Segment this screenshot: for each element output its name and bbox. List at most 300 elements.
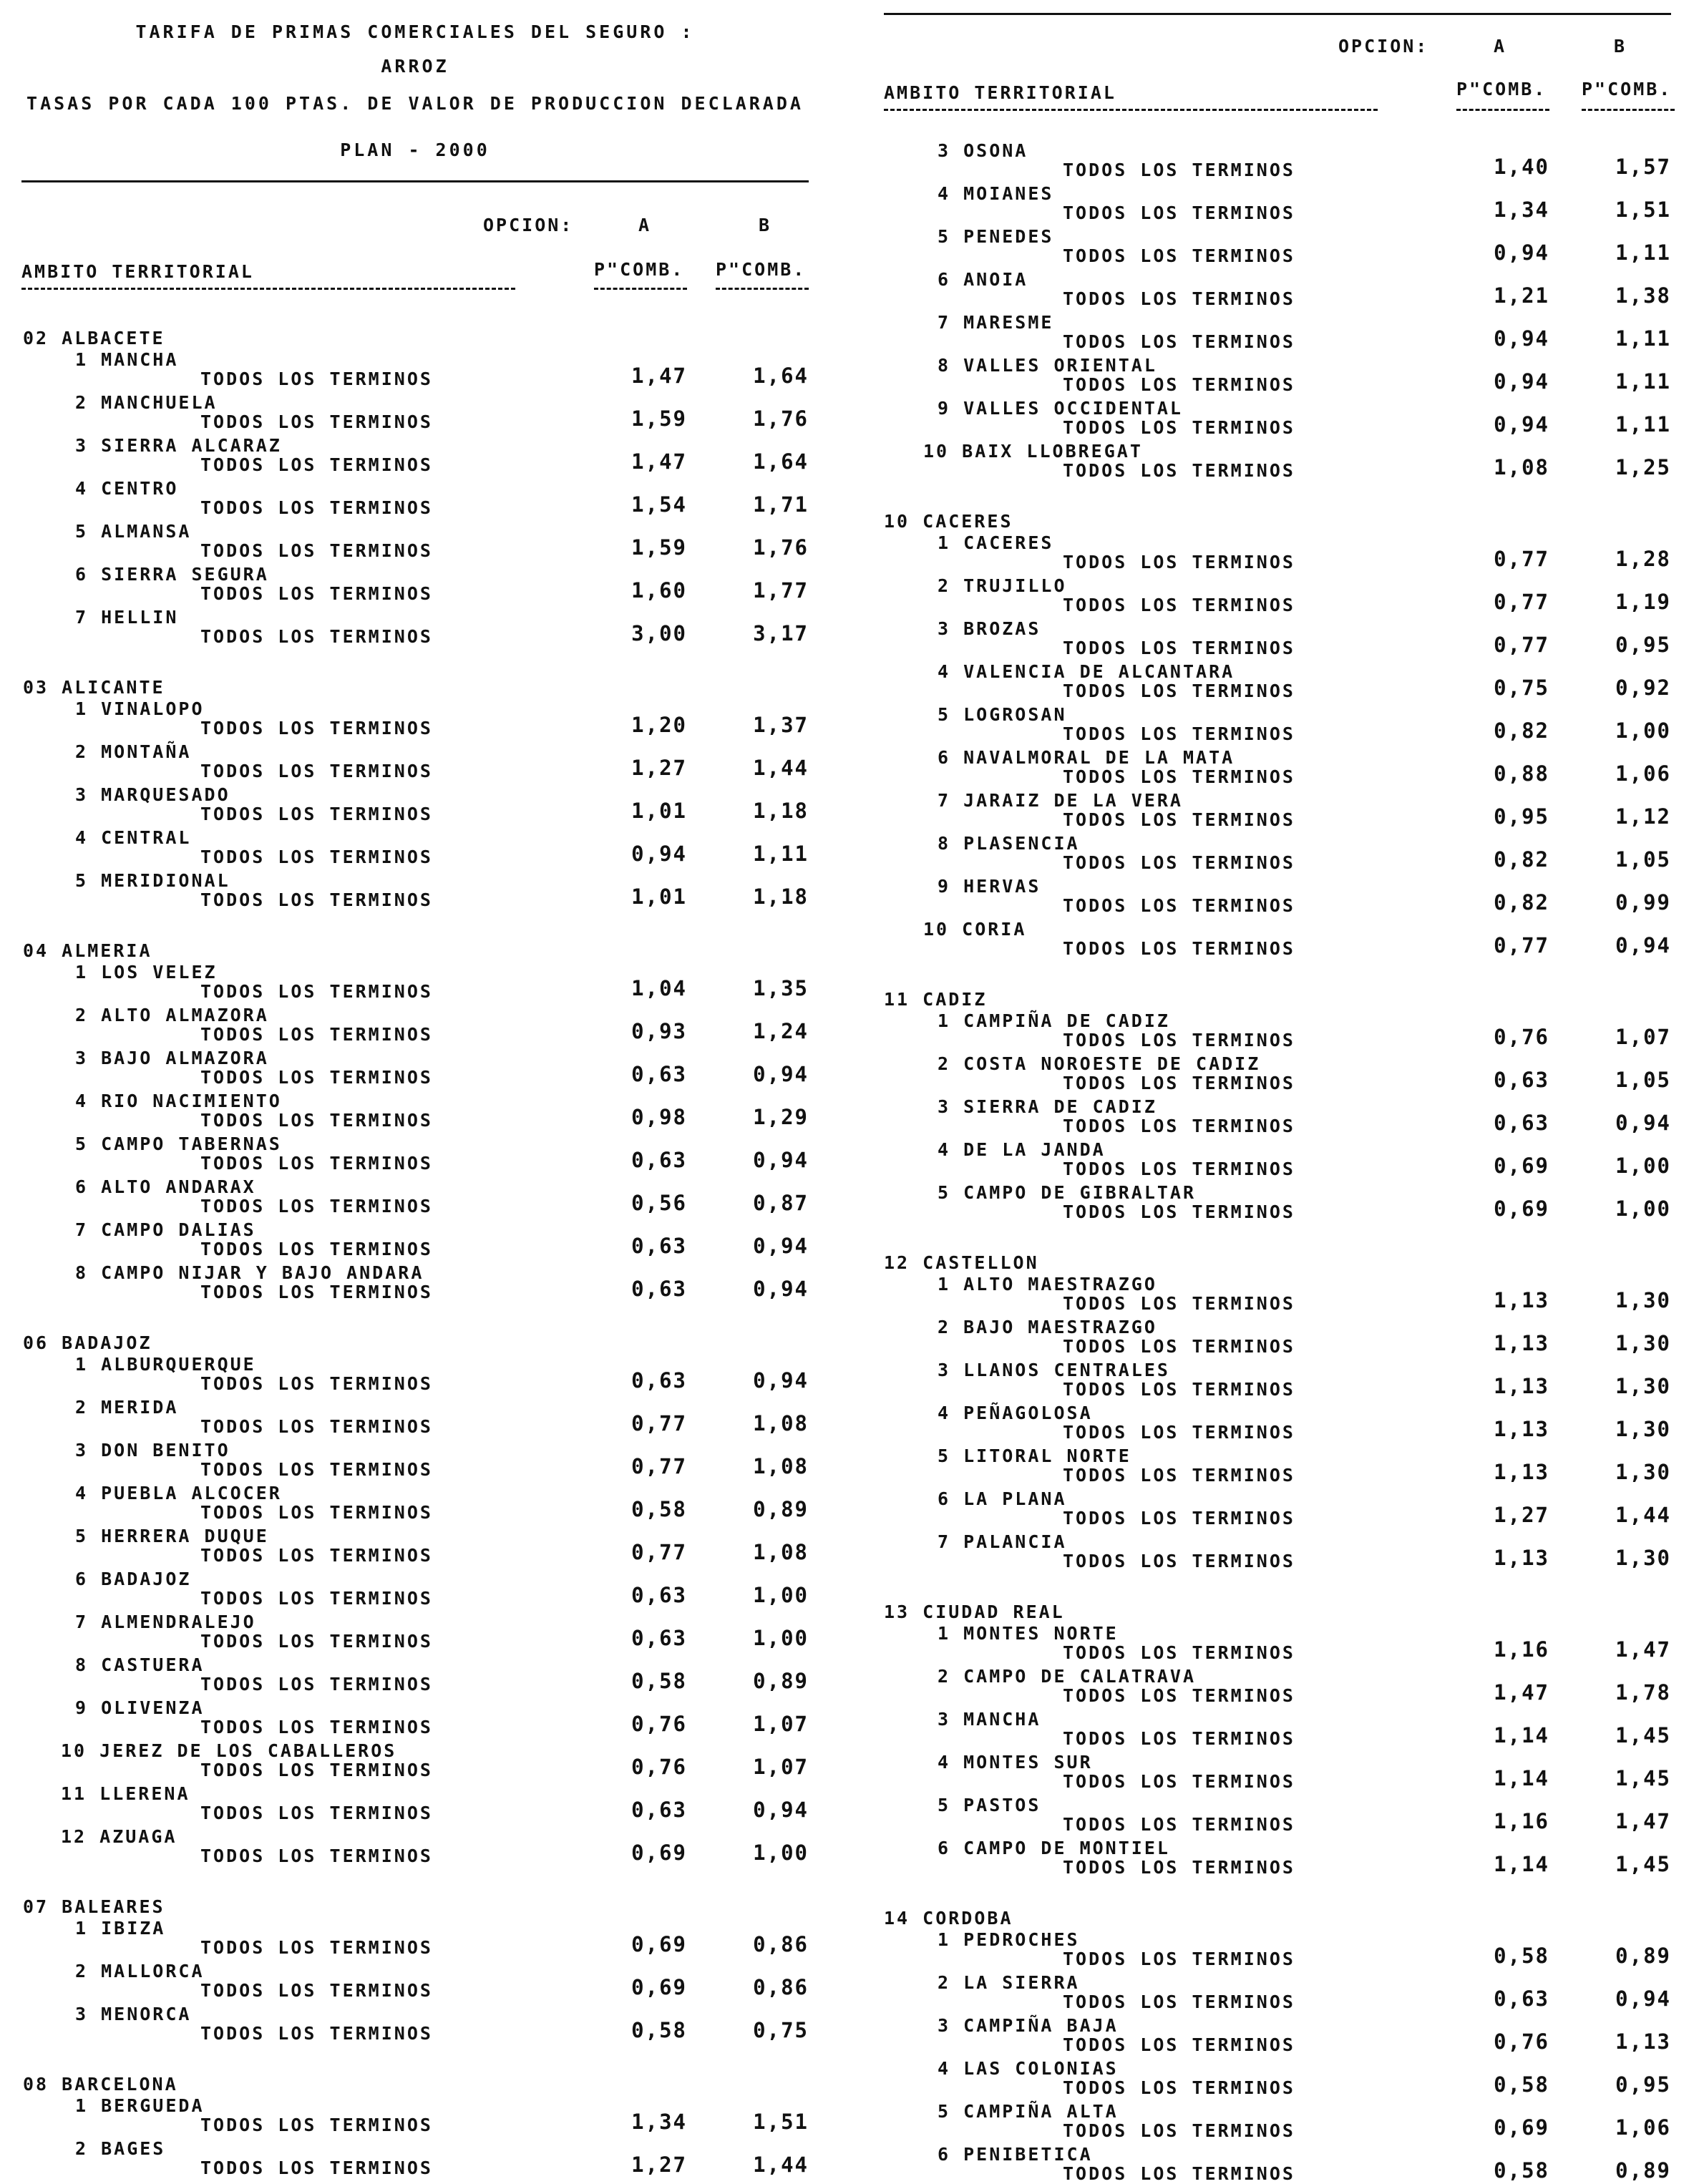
- rate-a: 0,63: [631, 1277, 687, 1301]
- zone-name: 4 PEÑAGOLOSA: [938, 1403, 1093, 1423]
- rate-a: 1,27: [1494, 1503, 1549, 1527]
- rate-a: 0,69: [631, 1932, 687, 1956]
- rate-a: 0,58: [631, 1497, 687, 1521]
- rate-a: 1,60: [631, 578, 687, 603]
- rate-a: 1,27: [631, 2153, 687, 2177]
- term-label: TODOS LOS TERMINOS: [1063, 852, 1295, 873]
- zone-name: 4 MOIANES: [938, 183, 1054, 204]
- zone-name: 3 DON BENITO: [75, 1440, 230, 1461]
- rate-a: 1,08: [1494, 455, 1549, 479]
- rate-a: 1,04: [631, 976, 687, 1000]
- term-label: TODOS LOS TERMINOS: [1063, 460, 1295, 481]
- zone-name: 9 HERVAS: [938, 876, 1041, 897]
- rate-a: 0,94: [1494, 369, 1549, 394]
- rate-a: 0,63: [1494, 1986, 1549, 2011]
- rate-a: 1,13: [1494, 1374, 1549, 1398]
- option-a-label: A: [638, 215, 652, 235]
- rate-a: 0,98: [631, 1105, 687, 1129]
- zone-name: 3 MARQUESADO: [75, 784, 230, 805]
- rate-b: 1,07: [753, 1755, 809, 1779]
- rate-b: 0,94: [753, 1234, 809, 1258]
- rate-b: 1,11: [1615, 326, 1671, 351]
- term-label: TODOS LOS TERMINOS: [1063, 1293, 1295, 1314]
- rate-a: 0,63: [631, 1798, 687, 1822]
- zone-name: 5 PASTOS: [938, 1795, 1041, 1815]
- zone-name: 1 ALTO MAESTRAZGO: [938, 1274, 1157, 1295]
- zone-name: 7 MARESME: [938, 312, 1054, 333]
- rate-a: 0,94: [1494, 326, 1549, 351]
- rate-b: 0,94: [1615, 1986, 1671, 2011]
- rate-a: 1,13: [1494, 1460, 1549, 1484]
- term-label: TODOS LOS TERMINOS: [200, 847, 433, 867]
- rate-b: 1,24: [753, 1019, 809, 1043]
- rate-a: 0,69: [631, 1841, 687, 1865]
- zone-name: 1 LOS VELEZ: [75, 962, 218, 983]
- province-header: 03 ALICANTE: [23, 677, 165, 698]
- term-label: TODOS LOS TERMINOS: [1063, 723, 1295, 744]
- term-label: TODOS LOS TERMINOS: [1063, 552, 1295, 572]
- zone-name: 8 CASTUERA: [75, 1654, 205, 1675]
- term-label: TODOS LOS TERMINOS: [200, 1024, 433, 1045]
- rate-b: 1,30: [1615, 1546, 1671, 1570]
- rate-a: 0,77: [1494, 590, 1549, 614]
- zone-name: 5 LITORAL NORTE: [938, 1446, 1131, 1466]
- term-label: TODOS LOS TERMINOS: [1063, 1422, 1295, 1443]
- opcion-label: OPCION:: [483, 215, 574, 235]
- rate-a: 0,77: [1494, 633, 1549, 657]
- rate-a: 1,01: [631, 884, 687, 909]
- province-header: 02 ALBACETE: [23, 328, 165, 348]
- zone-name: 1 CAMPIÑA DE CADIZ: [938, 1010, 1170, 1031]
- rate-b: 1,00: [1615, 718, 1671, 743]
- rate-b: 1,13: [1615, 2029, 1671, 2054]
- rate-b: 1,11: [1615, 412, 1671, 437]
- rate-b: 1,30: [1615, 1374, 1671, 1398]
- rate-b: 1,11: [1615, 240, 1671, 265]
- rate-b: 0,95: [1615, 2072, 1671, 2097]
- rate-a: 0,76: [1494, 1025, 1549, 1049]
- zone-name: 10 JEREZ DE LOS CABALLEROS: [61, 1740, 397, 1761]
- rate-b: 1,51: [1615, 198, 1671, 222]
- zone-name: 1 VINALOPO: [75, 698, 205, 719]
- rate-a: 0,77: [1494, 933, 1549, 957]
- rate-b: 0,94: [1615, 933, 1671, 957]
- term-label: TODOS LOS TERMINOS: [1063, 1116, 1295, 1136]
- rate-a: 0,63: [631, 1368, 687, 1393]
- term-label: TODOS LOS TERMINOS: [200, 1196, 433, 1217]
- term-label: TODOS LOS TERMINOS: [200, 1067, 433, 1088]
- term-label: TODOS LOS TERMINOS: [200, 1545, 433, 1566]
- ambito-label-right: AMBITO TERRITORIAL: [884, 82, 1116, 103]
- rate-b: 1,78: [1615, 1680, 1671, 1705]
- col-b-label-right: P"COMB.: [1582, 79, 1673, 99]
- term-label: TODOS LOS TERMINOS: [200, 626, 433, 647]
- zone-name: 8 CAMPO NIJAR Y BAJO ANDARA: [75, 1262, 424, 1283]
- term-label: TODOS LOS TERMINOS: [200, 1588, 433, 1609]
- rate-b: 1,51: [753, 2110, 809, 2134]
- term-label: TODOS LOS TERMINOS: [1063, 2034, 1295, 2055]
- zone-name: 2 BAJO MAESTRAZGO: [938, 1317, 1157, 1337]
- col-a-underline-right: [1456, 109, 1549, 111]
- zone-name: 5 CAMPO TABERNAS: [75, 1134, 282, 1154]
- rate-a: 0,63: [631, 1148, 687, 1172]
- term-label: TODOS LOS TERMINOS: [1063, 374, 1295, 395]
- term-label: TODOS LOS TERMINOS: [1063, 1551, 1295, 1571]
- term-label: TODOS LOS TERMINOS: [1063, 1949, 1295, 1969]
- rate-a: 0,77: [631, 1411, 687, 1435]
- rate-b: 1,30: [1615, 1288, 1671, 1312]
- rate-a: 1,16: [1494, 1637, 1549, 1662]
- rate-a: 0,94: [1494, 412, 1549, 437]
- term-label: TODOS LOS TERMINOS: [200, 1631, 433, 1652]
- rate-b: 3,17: [753, 621, 809, 645]
- zone-name: 1 CACERES: [938, 532, 1054, 553]
- rate-a: 0,88: [1494, 761, 1549, 786]
- rate-b: 1,05: [1615, 847, 1671, 872]
- rate-b: 0,75: [753, 2018, 809, 2042]
- term-label: TODOS LOS TERMINOS: [1063, 766, 1295, 787]
- zone-name: 6 PENIBETICA: [938, 2144, 1093, 2165]
- rate-a: 0,94: [1494, 240, 1549, 265]
- rate-a: 1,47: [631, 449, 687, 474]
- zone-name: 9 OLIVENZA: [75, 1697, 205, 1718]
- zone-name: 1 ALBURQUERQUE: [75, 1354, 256, 1375]
- rate-b: 1,35: [753, 976, 809, 1000]
- zone-name: 10 BAIX LLOBREGAT: [923, 441, 1143, 462]
- zone-name: 4 VALENCIA DE ALCANTARA: [938, 661, 1235, 682]
- term-label: TODOS LOS TERMINOS: [1063, 1814, 1295, 1835]
- rate-b: 0,94: [753, 1368, 809, 1393]
- rate-b: 1,44: [753, 756, 809, 780]
- rate-a: 1,13: [1494, 1288, 1549, 1312]
- term-label: TODOS LOS TERMINOS: [1063, 1159, 1295, 1179]
- rate-a: 0,69: [1494, 2115, 1549, 2140]
- rate-b: 1,45: [1615, 1723, 1671, 1747]
- term-label: TODOS LOS TERMINOS: [200, 1282, 433, 1302]
- term-label: TODOS LOS TERMINOS: [200, 497, 433, 518]
- rate-b: 1,64: [753, 364, 809, 388]
- right-column: [884, 0, 1678, 2184]
- rate-b: 1,76: [753, 406, 809, 431]
- zone-name: 5 PENEDES: [938, 226, 1054, 247]
- province-header: 14 CORDOBA: [884, 1908, 1013, 1929]
- term-label: TODOS LOS TERMINOS: [1063, 1642, 1295, 1663]
- rate-a: 0,63: [631, 1234, 687, 1258]
- term-label: TODOS LOS TERMINOS: [1063, 331, 1295, 352]
- rate-a: 0,77: [1494, 547, 1549, 571]
- province-header: 04 ALMERIA: [23, 940, 152, 961]
- zone-name: 3 MANCHA: [938, 1709, 1041, 1730]
- zone-name: 2 CAMPO DE CALATRAVA: [938, 1666, 1197, 1687]
- term-label: TODOS LOS TERMINOS: [200, 1373, 433, 1394]
- zone-name: 4 PUEBLA ALCOCER: [75, 1483, 282, 1503]
- option-b-label: B: [759, 215, 772, 235]
- zone-name: 1 BERGUEDA: [75, 2095, 205, 2116]
- rate-b: 1,08: [753, 1454, 809, 1478]
- zone-name: 5 CAMPIÑA ALTA: [938, 2101, 1119, 2122]
- rate-a: 1,54: [631, 492, 687, 517]
- term-label: TODOS LOS TERMINOS: [200, 454, 433, 475]
- rate-b: 1,08: [753, 1411, 809, 1435]
- rate-a: 3,00: [631, 621, 687, 645]
- rate-a: 0,76: [631, 1755, 687, 1779]
- term-label: TODOS LOS TERMINOS: [200, 1502, 433, 1523]
- term-label: TODOS LOS TERMINOS: [1063, 809, 1295, 830]
- col-b-underline-right: [1582, 109, 1675, 111]
- zone-name: 6 ALTO ANDARAX: [75, 1176, 256, 1197]
- rate-b: 0,94: [1615, 1111, 1671, 1135]
- rate-a: 1,27: [631, 756, 687, 780]
- zone-name: 4 MONTES SUR: [938, 1752, 1093, 1773]
- rate-b: 0,95: [1615, 633, 1671, 657]
- term-label: TODOS LOS TERMINOS: [1063, 1379, 1295, 1400]
- zone-name: 3 SIERRA ALCARAZ: [75, 435, 282, 456]
- term-label: TODOS LOS TERMINOS: [1063, 1465, 1295, 1486]
- term-label: TODOS LOS TERMINOS: [1063, 2163, 1295, 2184]
- term-label: TODOS LOS TERMINOS: [1063, 681, 1295, 701]
- zone-name: 3 SIERRA DE CADIZ: [938, 1096, 1157, 1117]
- rate-a: 1,59: [631, 535, 687, 560]
- rate-b: 1,11: [753, 842, 809, 866]
- rate-a: 0,93: [631, 1019, 687, 1043]
- option-a-label-right: A: [1494, 36, 1507, 57]
- rate-a: 0,76: [1494, 2029, 1549, 2054]
- zone-name: 4 CENTRAL: [75, 827, 192, 848]
- zone-name: 11 LLERENA: [61, 1783, 190, 1804]
- zone-name: 2 MERIDA: [75, 1397, 179, 1418]
- rate-a: 0,76: [631, 1712, 687, 1736]
- rate-a: 1,14: [1494, 1852, 1549, 1876]
- rate-b: 1,07: [1615, 1025, 1671, 1049]
- term-label: TODOS LOS TERMINOS: [1063, 938, 1295, 959]
- term-label: TODOS LOS TERMINOS: [1063, 1030, 1295, 1050]
- term-label: TODOS LOS TERMINOS: [200, 1803, 433, 1823]
- rate-a: 0,69: [631, 1975, 687, 1999]
- rate-b: 0,99: [1615, 890, 1671, 915]
- option-b-label-right: B: [1614, 36, 1627, 57]
- rate-b: 0,86: [753, 1975, 809, 1999]
- term-label: TODOS LOS TERMINOS: [1063, 245, 1295, 266]
- zone-name: 2 TRUJILLO: [938, 575, 1067, 596]
- rate-b: 1,45: [1615, 1766, 1671, 1790]
- province-header: 11 CADIZ: [884, 989, 988, 1010]
- term-label: TODOS LOS TERMINOS: [200, 1717, 433, 1737]
- term-label: TODOS LOS TERMINOS: [200, 2115, 433, 2135]
- rate-b: 1,05: [1615, 1068, 1671, 1092]
- zone-name: 2 MONTAÑA: [75, 741, 192, 762]
- rate-a: 0,82: [1494, 890, 1549, 915]
- rate-b: 0,89: [1615, 1944, 1671, 1968]
- zone-name: 1 MANCHA: [75, 349, 179, 370]
- title-line-3: TASAS POR CADA 100 PTAS. DE VALOR DE PRODUCCION DECLARADA: [26, 93, 804, 114]
- rate-b: 1,29: [753, 1105, 809, 1129]
- rate-a: 0,63: [631, 1583, 687, 1607]
- term-label: TODOS LOS TERMINOS: [1063, 595, 1295, 615]
- rate-b: 0,86: [753, 1932, 809, 1956]
- term-label: TODOS LOS TERMINOS: [200, 1153, 433, 1174]
- zone-name: 2 COSTA NOROESTE DE CADIZ: [938, 1053, 1261, 1074]
- term-label: TODOS LOS TERMINOS: [200, 411, 433, 432]
- zone-name: 5 CAMPO DE GIBRALTAR: [938, 1182, 1197, 1203]
- rate-b: 1,30: [1615, 1417, 1671, 1441]
- rate-a: 1,13: [1494, 1546, 1549, 1570]
- rate-b: 1,71: [753, 492, 809, 517]
- ambito-underline: [21, 288, 515, 290]
- term-label: TODOS LOS TERMINOS: [200, 1416, 433, 1437]
- col-b-underline: [716, 288, 809, 290]
- rate-a: 0,75: [1494, 676, 1549, 700]
- term-label: TODOS LOS TERMINOS: [1063, 1857, 1295, 1878]
- col-b-label: P"COMB.: [716, 259, 807, 280]
- zone-name: 1 PEDROCHES: [938, 1929, 1080, 1950]
- zone-name: 6 BADAJOZ: [75, 1569, 192, 1589]
- zone-name: 9 VALLES OCCIDENTAL: [938, 398, 1183, 419]
- rate-a: 1,16: [1494, 1809, 1549, 1833]
- title-rule: [21, 180, 809, 182]
- zone-name: 3 BAJO ALMAZORA: [75, 1048, 269, 1068]
- zone-name: 6 SIERRA SEGURA: [75, 564, 269, 585]
- term-label: TODOS LOS TERMINOS: [1063, 288, 1295, 309]
- zone-name: 8 PLASENCIA: [938, 833, 1080, 854]
- term-label: TODOS LOS TERMINOS: [200, 1674, 433, 1695]
- rate-a: 0,82: [1494, 847, 1549, 872]
- term-label: TODOS LOS TERMINOS: [200, 1980, 433, 2001]
- rate-b: 1,30: [1615, 1331, 1671, 1355]
- term-label: TODOS LOS TERMINOS: [1063, 1685, 1295, 1706]
- term-label: TODOS LOS TERMINOS: [200, 718, 433, 738]
- rate-a: 1,13: [1494, 1331, 1549, 1355]
- zone-name: 6 LA PLANA: [938, 1488, 1067, 1509]
- zone-name: 3 OSONA: [938, 140, 1028, 161]
- rate-b: 1,06: [1615, 2115, 1671, 2140]
- term-label: TODOS LOS TERMINOS: [200, 2158, 433, 2178]
- col-a-underline: [594, 288, 687, 290]
- rate-b: 1,57: [1615, 155, 1671, 179]
- rate-a: 1,34: [631, 2110, 687, 2134]
- rate-a: 1,59: [631, 406, 687, 431]
- term-label: TODOS LOS TERMINOS: [200, 540, 433, 561]
- term-label: TODOS LOS TERMINOS: [1063, 1073, 1295, 1093]
- province-header: 07 BALEARES: [23, 1896, 165, 1917]
- zone-name: 5 LOGROSAN: [938, 704, 1067, 725]
- rate-a: 1,40: [1494, 155, 1549, 179]
- rate-b: 1,12: [1615, 804, 1671, 829]
- zone-name: 6 NAVALMORAL DE LA MATA: [938, 747, 1235, 768]
- zone-name: 7 ALMENDRALEJO: [75, 1612, 256, 1632]
- zone-name: 5 ALMANSA: [75, 521, 192, 542]
- rate-a: 0,63: [1494, 1068, 1549, 1092]
- ambito-label: AMBITO TERRITORIAL: [21, 261, 254, 282]
- rate-b: 0,94: [753, 1277, 809, 1301]
- term-label: TODOS LOS TERMINOS: [1063, 1508, 1295, 1529]
- term-label: TODOS LOS TERMINOS: [1063, 160, 1295, 180]
- rate-b: 1,06: [1615, 761, 1671, 786]
- term-label: TODOS LOS TERMINOS: [200, 583, 433, 604]
- term-label: TODOS LOS TERMINOS: [200, 1846, 433, 1866]
- rate-a: 0,63: [631, 1062, 687, 1086]
- rate-b: 1,30: [1615, 1460, 1671, 1484]
- ambito-underline-right: [884, 109, 1378, 111]
- rate-a: 0,69: [1494, 1154, 1549, 1178]
- zone-name: 2 ALTO ALMAZORA: [75, 1005, 269, 1025]
- rate-a: 0,77: [631, 1540, 687, 1564]
- province-header: 13 CIUDAD REAL: [884, 1602, 1065, 1622]
- rate-a: 1,21: [1494, 283, 1549, 308]
- rate-b: 1,28: [1615, 547, 1671, 571]
- zone-name: 2 MALLORCA: [75, 1961, 205, 1981]
- rate-b: 1,00: [1615, 1196, 1671, 1221]
- rate-b: 1,77: [753, 578, 809, 603]
- rate-a: 0,58: [631, 1669, 687, 1693]
- zone-name: 3 MENORCA: [75, 2004, 192, 2024]
- col-a-label: P"COMB.: [594, 259, 685, 280]
- zone-name: 4 LAS COLONIAS: [938, 2058, 1119, 2079]
- rate-b: 1,11: [1615, 369, 1671, 394]
- col-a-label-right: P"COMB.: [1456, 79, 1547, 99]
- term-label: TODOS LOS TERMINOS: [200, 1937, 433, 1958]
- rate-b: 1,64: [753, 449, 809, 474]
- term-label: TODOS LOS TERMINOS: [200, 981, 433, 1002]
- term-label: TODOS LOS TERMINOS: [1063, 1201, 1295, 1222]
- zone-name: 2 MANCHUELA: [75, 392, 218, 413]
- term-label: TODOS LOS TERMINOS: [200, 369, 433, 389]
- term-label: TODOS LOS TERMINOS: [200, 1459, 433, 1480]
- term-label: TODOS LOS TERMINOS: [1063, 417, 1295, 438]
- left-column: [21, 0, 809, 2178]
- term-label: TODOS LOS TERMINOS: [200, 889, 433, 910]
- zone-name: 4 CENTRO: [75, 478, 179, 499]
- zone-name: 1 IBIZA: [75, 1918, 166, 1939]
- province-header: 10 CACERES: [884, 511, 1013, 532]
- rate-a: 0,58: [631, 2018, 687, 2042]
- zone-name: 3 BROZAS: [938, 618, 1041, 639]
- zone-name: 5 MERIDIONAL: [75, 870, 230, 891]
- zone-name: 8 VALLES ORIENTAL: [938, 355, 1157, 376]
- title-line-1: TARIFA DE PRIMAS COMERCIALES DEL SEGURO :: [135, 21, 695, 42]
- zone-name: 7 JARAIZ DE LA VERA: [938, 790, 1183, 811]
- term-label: TODOS LOS TERMINOS: [1063, 203, 1295, 223]
- rate-a: 0,69: [1494, 1196, 1549, 1221]
- rate-a: 0,82: [1494, 718, 1549, 743]
- rate-b: 1,19: [1615, 590, 1671, 614]
- zone-name: 5 HERRERA DUQUE: [75, 1526, 269, 1546]
- zone-name: 2 LA SIERRA: [938, 1972, 1080, 1993]
- opcion-label-right: OPCION:: [1338, 36, 1429, 57]
- rate-a: 1,34: [1494, 198, 1549, 222]
- rate-a: 0,63: [631, 1626, 687, 1650]
- rate-a: 0,58: [1494, 2158, 1549, 2183]
- rate-b: 1,76: [753, 535, 809, 560]
- zone-name: 6 ANOIA: [938, 269, 1028, 290]
- rate-b: 1,00: [753, 1583, 809, 1607]
- term-label: TODOS LOS TERMINOS: [200, 2023, 433, 2044]
- rate-b: 0,89: [753, 1497, 809, 1521]
- rate-a: 1,14: [1494, 1723, 1549, 1747]
- rate-b: 1,37: [753, 713, 809, 737]
- zone-name: 10 CORIA: [923, 919, 1027, 940]
- term-label: TODOS LOS TERMINOS: [200, 761, 433, 781]
- term-label: TODOS LOS TERMINOS: [1063, 638, 1295, 658]
- rate-b: 0,94: [753, 1798, 809, 1822]
- rate-b: 1,45: [1615, 1852, 1671, 1876]
- rate-a: 0,58: [1494, 1944, 1549, 1968]
- zone-name: 3 LLANOS CENTRALES: [938, 1360, 1170, 1380]
- term-label: TODOS LOS TERMINOS: [200, 804, 433, 824]
- rate-a: 1,01: [631, 799, 687, 823]
- rate-a: 1,14: [1494, 1766, 1549, 1790]
- title-line-2: ARROZ: [381, 56, 449, 77]
- rate-b: 1,47: [1615, 1637, 1671, 1662]
